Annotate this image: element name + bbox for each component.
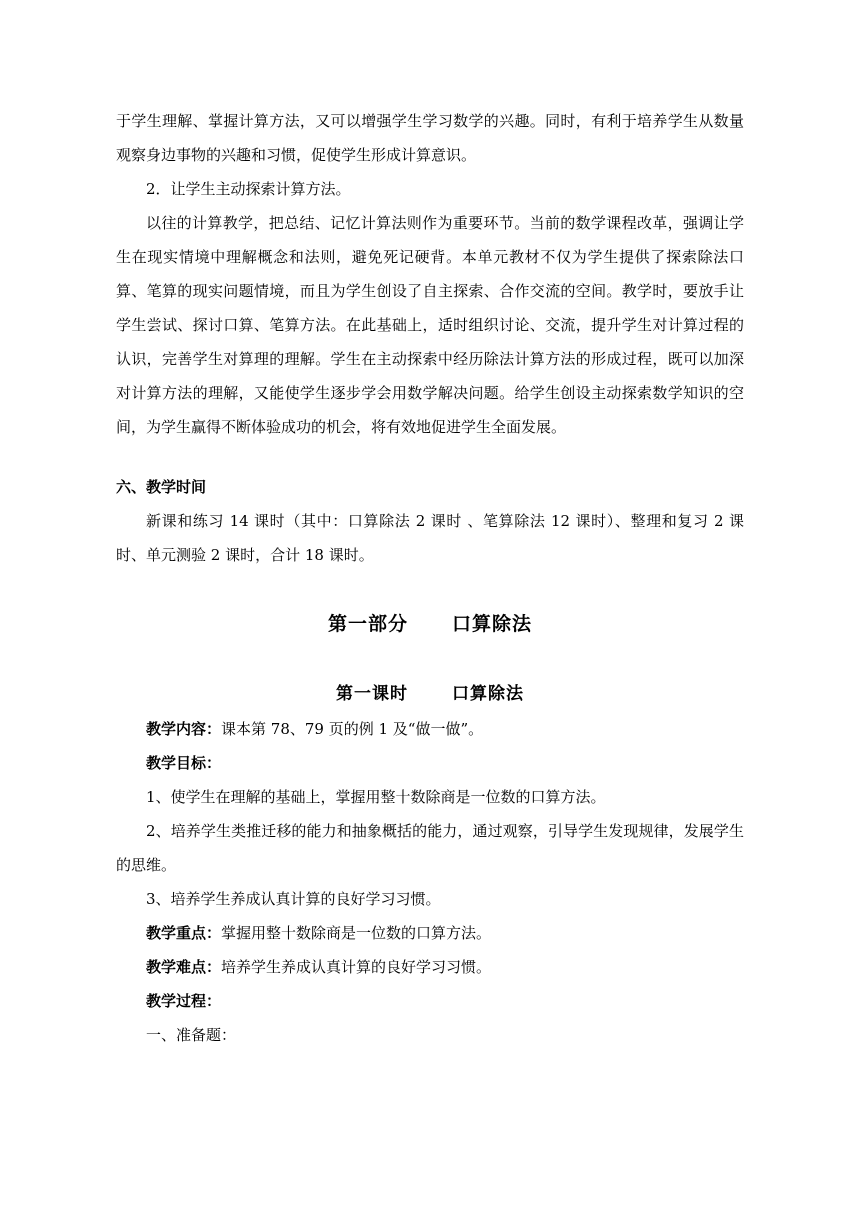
teaching-key-label: 教学重点： bbox=[146, 924, 222, 942]
part-title-number: 第一部分 bbox=[327, 613, 408, 635]
teaching-difficulty-label: 教学难点： bbox=[146, 958, 222, 976]
teaching-goal-3: 3、培养学生养成认真计算的良好学习习惯。 bbox=[146, 890, 441, 908]
spacer bbox=[116, 444, 744, 470]
lesson-title-name: 口算除法 bbox=[452, 684, 524, 704]
part-title-name: 口算除法 bbox=[452, 613, 533, 635]
teaching-key-point bbox=[116, 916, 744, 950]
teaching-time-body: 新课和练习 14 课时（其中：口算除法 2 课时 、笔算除法 12 课时）、整理和复习 2 课时、单元测验 2 课时，合计 18 课时。 bbox=[116, 512, 744, 564]
paragraph-explore: 以往的计算教学，把总结、记忆计算法则作为重要环节。当前的数学课程改革，强调让学生在现实情境中理解概念和法则，避免死记硬背。本单元教材不仅为学生提供了探索除法口算、笔算的现实问题情境，而且为学生创设了自主探索、合作交流的空间。教学时，要放手让学生尝试、探讨口算、笔算方法。在此基础上，适时组织讨论、交流，提升学生对计算过程的认识，完善学生对算理的理解。学生在主动探索中经历除法计算方法的形成过程，既可以加深对计算方法的理解，又能使学生逐步学会用数学解决问题。给学生创设主动探索数学知识的空间，为学生赢得不断体验成功的机会，将有效地促进学生全面发展。 bbox=[116, 214, 744, 436]
spacer bbox=[116, 644, 744, 676]
teaching-content-label: 教学内容： bbox=[146, 720, 222, 738]
teaching-content bbox=[116, 712, 744, 746]
teaching-process-step-1: 一、准备题： bbox=[146, 1026, 237, 1044]
page-content bbox=[116, 104, 744, 1052]
part-title bbox=[116, 604, 744, 644]
section-heading-teaching-time: 六、教学时间 bbox=[116, 478, 207, 496]
paragraph-continued: 于学生理解、掌握计算方法，又可以增强学生学习数学的兴趣。同时，有利于培养学生从数量观察身边事物的兴趣和习惯，促使学生形成计算意识。 bbox=[116, 112, 744, 164]
teaching-goal-2: 2、培养学生类推迁移的能力和抽象概括的能力，通过观察，引导学生发现规律，发展学生的思维。 bbox=[116, 822, 744, 874]
lesson-title-number: 第一课时 bbox=[336, 684, 408, 704]
teaching-goal-1: 1、使学生在理解的基础上，掌握用整十数除商是一位数的口算方法。 bbox=[146, 788, 606, 806]
spacer bbox=[116, 572, 744, 604]
teaching-process-label: 教学过程： bbox=[146, 992, 222, 1010]
teaching-difficulty bbox=[116, 950, 744, 984]
lesson-title bbox=[116, 676, 744, 712]
teaching-content-text: 课本第 78、79 页的例 1 及“做一做”。 bbox=[221, 720, 484, 738]
teaching-difficulty-text: 培养学生养成认真计算的良好学习习惯。 bbox=[221, 958, 492, 976]
teaching-key-text: 掌握用整十数除商是一位数的口算方法。 bbox=[221, 924, 492, 942]
teaching-goals-label: 教学目标： bbox=[146, 754, 222, 772]
paragraph-point-2: 2．让学生主动探索计算方法。 bbox=[146, 180, 351, 198]
